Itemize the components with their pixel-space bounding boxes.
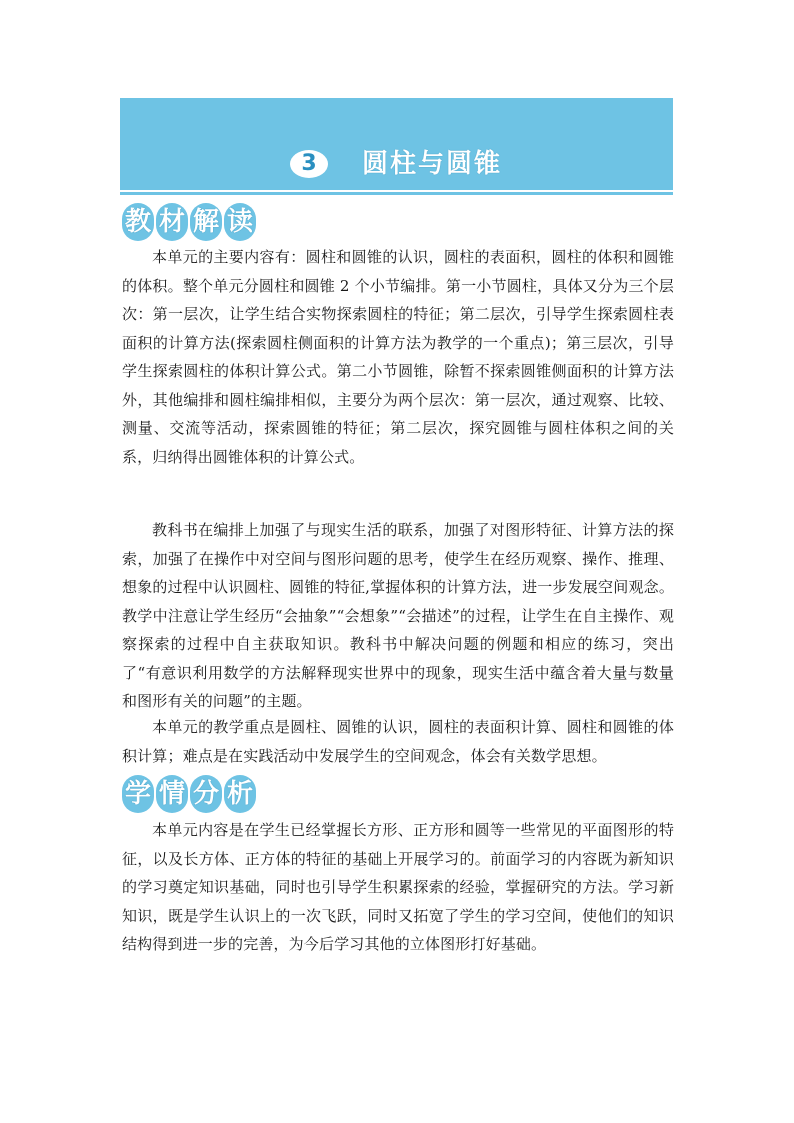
heading-char: 教 xyxy=(122,203,154,241)
heading-char: 学 xyxy=(122,775,154,813)
chapter-title: 圆柱与圆锥 xyxy=(362,149,503,179)
paragraph: 教科书在编排上加强了与现实生活的联系，加强了对图形特征、计算方法的探索，加强了在操作中对空间与图形问题的思考，使学生在经历观察、操作、推理、想象的过程中认识圆柱、圆锥的特征,掌握体积的计算方法，进一步发展空间观念。教学中注意让学生经历“会抽象”“会想象”“会描述”的过程，让学生在自主操作、观察探索的过程中自主获取知识。教科书中解决问题的例题和相应的练习，突出了“有意识利用数学的方法解释现实世界中的现象，现实生活中蕴含着大量与数量和图形有关的问题”的主题。 xyxy=(122,521,674,710)
heading-char: 析 xyxy=(224,775,256,813)
section-heading-student-analysis xyxy=(122,775,256,815)
heading-char: 情 xyxy=(156,775,188,813)
paragraph: 本单元的主要内容有：圆柱和圆锥的认识，圆柱的表面积，圆柱的体积和圆锥的体积。整个单元分圆柱和圆锥 2 个小节编排。第一小节圆柱，具体又分为三个层次：第一层次，让学生结合实物探索圆柱的特征；第二层次，引导学生探索圆柱表面积的计算方法(探索圆柱侧面积的计算方法为教学的一个重点)；第三层次，引导学生探索圆柱的体积计算公式。第二小节圆锥，除暂不探索圆锥侧面积的计算方法外，其他编排和圆柱编排相似，主要分为两个层次：第一层次，通过观察、比较、测量、交流等活动，探索圆锥的特征；第二层次，探究圆锥与圆柱体积之间的关系，归纳得出圆锥体积的计算公式。 xyxy=(122,248,674,466)
heading-char: 分 xyxy=(190,775,222,813)
heading-char: 读 xyxy=(224,203,256,241)
chapter-number-badge: 3 xyxy=(290,150,328,178)
heading-char: 解 xyxy=(190,203,222,241)
section-heading-textbook-reading xyxy=(122,203,256,243)
paragraph: 本单元的教学重点是圆柱、圆锥的认识，圆柱的表面积计算、圆柱和圆锥的体积计算；难点是在实践活动中发展学生的空间观念，体会有关数学思想。 xyxy=(122,718,674,765)
paragraph: 本单元内容是在学生已经掌握长方形、正方形和圆等一些常见的平面图形的特征，以及长方体、正方体的特征的基础上开展学习的。前面学习的内容既为新知识的学习奠定知识基础，同时也引导学生积累探索的经验，掌握研究的方法。学习新知识，既是学生认识上的一次飞跃，同时又拓宽了学生的学习空间，使他们的知识结构得到进一步的完善，为今后学习其他的立体图形打好基础。 xyxy=(122,821,674,953)
banner-divider xyxy=(120,192,673,195)
heading-char: 材 xyxy=(156,203,188,241)
